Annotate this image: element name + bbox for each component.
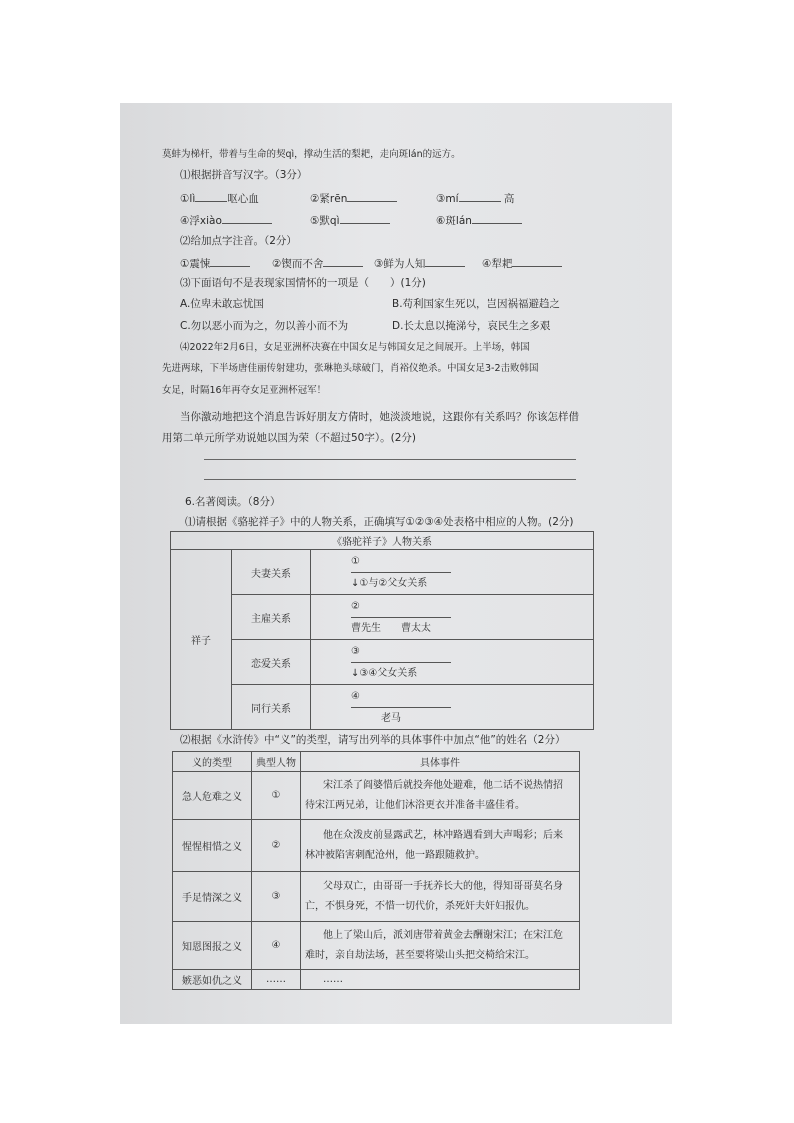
event-text: 难时，亲自劫法场，甚至要将梁山头把交椅给宋江。 bbox=[305, 949, 535, 961]
q6-sub1: ⑴请根据《骆驼祥子》中的人物关系，正确填写①②③④处表格中相应的人物。(2分) bbox=[185, 516, 574, 528]
righteousness-type: 惺惺相惜之义 bbox=[173, 820, 252, 872]
event-text: 他上了梁山后，派刘唐带着黄金去酬谢宋江；在宋江危 bbox=[323, 929, 563, 941]
righteousness-type: 知恩图报之义 bbox=[173, 922, 252, 970]
q4-line-3: 女足，时隔16年再夺女足亚洲杯冠军！ bbox=[162, 385, 327, 396]
scanned-page-photo bbox=[120, 103, 672, 1024]
answer-blank[interactable] bbox=[472, 213, 522, 224]
q3-option-a: A.位卑未敢忘忧国 bbox=[180, 298, 264, 310]
answer-blank[interactable] bbox=[195, 191, 227, 202]
q2-title: ⑵给加点字注音。（2分） bbox=[180, 235, 297, 247]
character-answer-slot[interactable]: ③ bbox=[252, 872, 301, 922]
character-answer-slot: …… bbox=[252, 970, 301, 990]
event-text: 林冲被陷害刺配沧州，他一路跟随救护。 bbox=[305, 849, 485, 861]
q1-item-3: ③mí bbox=[436, 193, 459, 205]
q2-item-2: ②锲而不舍 bbox=[272, 258, 324, 270]
q4-line-2: 先进两球，下半场唐佳丽传射建功，张琳艳头球破门，肖裕仪绝杀。中国女足3-2击败韩国 bbox=[162, 363, 539, 374]
q4-line-1: ⑷2022年2月6日，女足亚洲杯决赛在中国女足与韩国女足之间展开。上半场，韩国 bbox=[180, 342, 530, 353]
q3-title: ⑶下面语句不是表现家国情怀的一项是（ ）(1分) bbox=[180, 277, 426, 289]
q2-item-4: ④犁耙 bbox=[482, 258, 513, 270]
relation-type: 恋爱关系 bbox=[232, 640, 311, 685]
water-margin-table bbox=[172, 751, 580, 990]
righteousness-type: 急人危难之义 bbox=[173, 772, 252, 820]
relation-type: 主雇关系 bbox=[232, 595, 311, 640]
q1-item-6: ⑥斑lán bbox=[436, 215, 472, 227]
answer-blank[interactable] bbox=[425, 256, 465, 267]
q4-line-5: 用第二单元所学劝说她以国为荣（不超过50字）。(2分) bbox=[162, 432, 416, 444]
q1-item-1-suffix: 呕心血 bbox=[227, 193, 259, 205]
relation-answer-slot[interactable]: ④ bbox=[351, 686, 451, 708]
table-col-header: 具体事件 bbox=[301, 752, 580, 772]
event-text: 他在众泼皮前显露武艺，林冲路遇看到大声喝彩；后来 bbox=[323, 829, 563, 841]
event-text: …… bbox=[301, 970, 580, 990]
relation-note: ↓①与②父女关系 bbox=[351, 577, 428, 589]
q2-item-3: ③鲜为人知 bbox=[374, 258, 426, 270]
character-answer-slot[interactable]: ④ bbox=[252, 922, 301, 970]
q1-item-5: ⑤默qì bbox=[310, 215, 340, 227]
q2-item-1: ①震悚 bbox=[180, 258, 211, 270]
relation-note: 老马 bbox=[381, 712, 401, 724]
event-text: 父母双亡，由哥哥一手抚养长大的他，得知哥哥莫名身 bbox=[323, 880, 563, 892]
relation-answer-slot[interactable]: ③ bbox=[351, 641, 451, 663]
relation-type: 夫妻关系 bbox=[232, 550, 311, 595]
intro-line: 莫蚌为梯杆，带着与生命的契qì，撑动生活的梨耙，走向斑lán的远方。 bbox=[162, 149, 461, 160]
relation-answer-slot[interactable]: ① bbox=[351, 551, 451, 573]
event-text: 待宋江两兄弟，让他们沐浴更衣并准备丰盛佳肴。 bbox=[305, 799, 525, 811]
answer-blank[interactable] bbox=[347, 191, 397, 202]
relation-answer-slot[interactable]: ② bbox=[351, 596, 451, 618]
answer-blank[interactable] bbox=[340, 213, 390, 224]
q3-option-d: D.长太息以掩涕兮，哀民生之多艰 bbox=[392, 320, 551, 332]
q1-item-3-suffix: 高 bbox=[503, 193, 515, 205]
q1-title: ⑴根据拼音写汉字。（3分） bbox=[180, 169, 308, 181]
q3-option-b: B.苟利国家生死以，岂因祸福避趋之 bbox=[392, 298, 561, 310]
event-text: 宋江杀了阎婆惜后就投奔他处避难，他二话不说热情招 bbox=[323, 779, 563, 791]
table-col-header: 典型人物 bbox=[252, 752, 301, 772]
relation-table-header: 《骆驼祥子》人物关系 bbox=[171, 532, 594, 550]
q4-line-4: 当你激动地把这个消息告诉好朋友方倩时，她淡淡地说，这跟你有关系吗？你该怎样借 bbox=[180, 411, 579, 423]
answer-blank[interactable] bbox=[210, 256, 250, 267]
q6-title: 6.名著阅读。（8分） bbox=[185, 496, 281, 508]
answer-blank[interactable] bbox=[323, 256, 363, 267]
relation-type: 同行关系 bbox=[232, 685, 311, 730]
camel-xiangzi-relation-table bbox=[170, 531, 594, 730]
righteousness-type: 手足情深之义 bbox=[173, 872, 252, 922]
q1-item-4: ④浮xiào bbox=[180, 215, 222, 227]
righteousness-type: 嫉恶如仇之义 bbox=[173, 970, 252, 990]
answer-blank[interactable] bbox=[512, 256, 562, 267]
relation-note: 曹先生 曹太太 bbox=[351, 622, 431, 634]
relation-note: ↓③④父女关系 bbox=[351, 667, 418, 679]
relation-center-cell: 祥子 bbox=[171, 550, 232, 730]
q1-item-1: ①lì bbox=[180, 193, 196, 205]
character-answer-slot[interactable]: ① bbox=[252, 772, 301, 820]
q1-item-2: ②紧rēn bbox=[310, 193, 348, 205]
q3-option-c: C.勿以恶小而为之，勿以善小而不为 bbox=[180, 320, 349, 332]
answer-line[interactable] bbox=[204, 459, 576, 460]
q6-sub2: ⑵根据《水浒传》中“义”的类型，请写出列举的具体事件中加点“他”的姓名（2分） bbox=[180, 734, 566, 746]
table-col-header: 义的类型 bbox=[173, 752, 252, 772]
character-answer-slot[interactable]: ② bbox=[252, 820, 301, 872]
answer-line[interactable] bbox=[204, 479, 576, 480]
answer-blank[interactable] bbox=[459, 191, 501, 202]
answer-blank[interactable] bbox=[222, 213, 272, 224]
exam-sheet bbox=[138, 103, 672, 1024]
event-text: 亡，不惧身死，不惜一切代价，杀死奸夫奸妇报仇。 bbox=[305, 900, 535, 912]
